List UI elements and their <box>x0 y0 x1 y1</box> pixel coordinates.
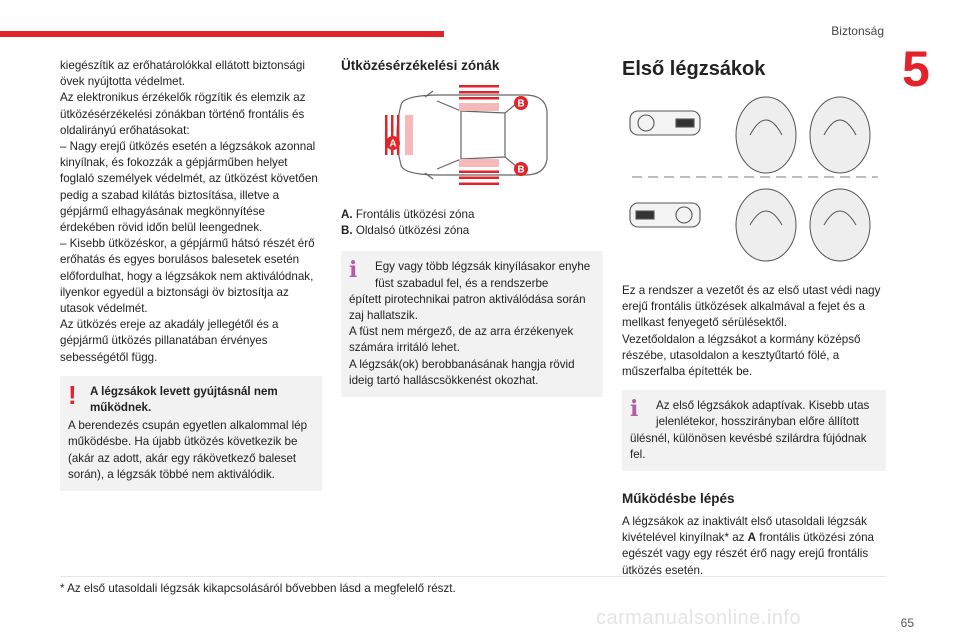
info-adaptive-rest: ülésnél, különösen kevésbé szilárdra fújódnak fel. <box>630 431 867 461</box>
label-b-bottom-marker <box>514 162 528 176</box>
info-smoke-rest: épített pirotechnikai patron aktiválódása során zaj hallatszik. A füst nem mérgező, de az arra érzékenyek számára irritáló lehet. A légzsák(ok) berobbanásának hangja rövid ideig tartó halláscsökkenést okozhat. <box>349 292 586 387</box>
zone-b-bottom-arrows <box>459 159 499 185</box>
front-airbags-text: Ez a rendszer a vezetőt és az első utast védi nagy erejű frontális ütközések alkalmával a fejet és a mellkast fenyegető sérülésektől. Vezetőoldalon a légzsákot a kormány középső részébe, utasoldalon a kesztyűtartó fölé, a műszerfalba építették be. <box>622 284 881 379</box>
header-red-bar <box>0 31 444 37</box>
legend-item-a: A. Frontális ütközési zóna <box>341 208 475 221</box>
info-adaptive-first: Az első légzsákok adaptívak. Kisebb utas jelenlétekor, hosszirányban előre állított <box>656 399 870 429</box>
legend-item-b: B. Oldalsó ütközési zóna <box>341 224 470 238</box>
info-box-smoke <box>341 251 603 397</box>
footnote-divider <box>60 576 886 577</box>
dashboard-bottom <box>630 203 700 227</box>
zone-legend <box>341 207 603 239</box>
zone-b-top-arrows <box>459 85 499 111</box>
label-b-top-marker <box>514 96 528 110</box>
seats-bottom <box>736 189 870 261</box>
label-b-bottom: B <box>517 164 525 176</box>
label-b-top: B <box>517 98 525 110</box>
column-left <box>60 58 322 491</box>
front-airbags-heading: Első légzsákok <box>622 58 766 80</box>
info-icon: i <box>349 257 358 284</box>
warning-box <box>60 376 322 491</box>
section-title: Biztonság <box>831 24 884 38</box>
front-airbags-illustration <box>622 91 886 265</box>
info-icon: i <box>630 396 639 423</box>
footnote: * Az első utasoldali légzsák kikapcsolásáról bővebben lásd a megfelelő részt. <box>60 582 456 595</box>
warning-body: A berendezés csupán egyetlen alkalommal lép működésbe. Ha újabb ütközés következik be (akár az adott, akár egy rákövetkező baleset során), a légzsák többé nem aktiválódik. <box>68 419 308 481</box>
watermark: carmanualsonline.info <box>596 607 802 629</box>
chapter-number: 5 <box>902 41 930 97</box>
label-a: A <box>389 138 397 150</box>
info-smoke-first: Egy vagy több légzsák kinyílásakor enyhe füst szabadul fel, és a rendszerbe <box>375 260 591 290</box>
activation-heading: Működésbe lépés <box>622 491 735 507</box>
label-a-marker <box>386 136 400 150</box>
page-number: 65 <box>900 616 914 630</box>
dashboard-top <box>630 111 700 135</box>
activation-text: A légzsákok az inaktivált első utasoldali légzsák kivételével kinyílnak* az A frontális ütközési zóna egészét vagy egy részét érő nagy erejű frontális ütközés esetén. <box>622 515 874 577</box>
column-middle <box>341 58 603 397</box>
seats-top <box>736 97 870 173</box>
column-right <box>622 58 886 579</box>
warning-title: A légzsákok levett gyújtásnál nem működnek. <box>90 384 278 415</box>
collision-zones-heading: Ütközésérzékelési zónák <box>341 58 500 73</box>
info-box-adaptive <box>622 390 886 471</box>
warning-icon: ! <box>68 379 77 410</box>
collision-zones-diagram <box>341 81 603 189</box>
intro-text: kiegészítik az erőhatárolókkal ellátott biztonsági övek nyújtotta védelmet. Az elektronikus érzékelők rögzítik és elemzik az ütközésérzékelési zónákban történő frontális és oldalirányú erőhatásokat: – Nagy erejű ütközés esetén a légzsákok azonnal kinyílnak, és fokozzák a gépjárműben helyet foglaló személyek védelmét, az ütközést követően pedig a szabad kilátás biztosítása, illetve a gépjármű elhagyásának megkönnyítése érdekében rövid időn belül leengednek. – Kisebb ütközéskor, a gépjármű hátsó részét érő erőhatás és egyes borulásos balesetek esetén előfordulhat, hogy a légzsákok nem aktiválódnak, ilyenkor egyedül a biztonsági öv biztosítja az utasok védelmét. Az ütközés ereje az akadály jellegétől és a gépjármű ütközés pillanatában érvényes sebességétől függ. <box>60 59 318 364</box>
